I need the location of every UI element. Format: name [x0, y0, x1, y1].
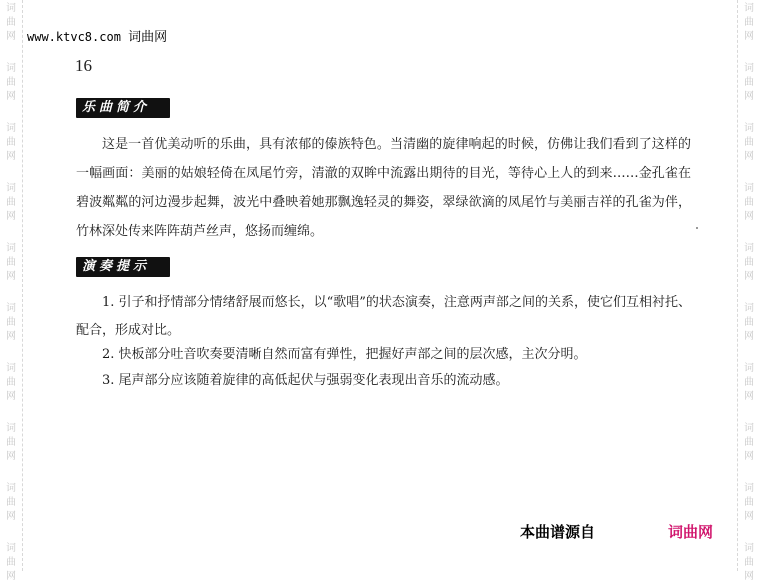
watermark-glyph: 曲	[744, 77, 754, 88]
watermark-glyph-block	[738, 122, 760, 164]
watermark-glyph: 曲	[6, 317, 16, 328]
watermark-glyph-block	[738, 242, 760, 284]
watermark-glyph-block	[0, 422, 22, 464]
watermark-glyph: 曲	[6, 257, 16, 268]
watermark-glyph: 网	[6, 271, 16, 282]
watermark-glyph-block	[738, 302, 760, 344]
watermark-glyph-block	[738, 362, 760, 404]
watermark-glyph-block	[0, 242, 22, 284]
watermark-glyph-block	[738, 182, 760, 224]
stray-dot	[696, 227, 698, 229]
watermark-glyph: 网	[744, 451, 754, 462]
watermark-glyph: 词	[744, 123, 754, 134]
watermark-glyph: 词	[744, 303, 754, 314]
watermark-glyph: 曲	[6, 557, 16, 568]
watermark-glyph: 曲	[744, 497, 754, 508]
watermark-glyph: 网	[6, 151, 16, 162]
watermark-glyph: 词	[6, 303, 16, 314]
watermark-glyph: 网	[744, 31, 754, 42]
watermark-glyph-block	[0, 362, 22, 404]
watermark-glyph: 曲	[744, 557, 754, 568]
performance-tip-3: 3. 尾声部分应该随着旋律的高低起伏与强弱变化表现出音乐的流动感。	[102, 373, 509, 388]
watermark-glyph: 曲	[6, 137, 16, 148]
intro-section-heading: 乐曲简介	[76, 98, 170, 118]
watermark-glyph-block	[0, 122, 22, 164]
watermark-glyph: 曲	[6, 197, 16, 208]
watermark-glyph: 词	[6, 243, 16, 254]
watermark-glyph: 词	[6, 123, 16, 134]
watermark-glyph: 词	[744, 63, 754, 74]
site-url-header	[27, 26, 167, 45]
performance-tip-1: 1. 引子和抒情部分情绪舒展而悠长，以“歌唱”的状态演奏，注意两声部之间的关系，使它们互相衬托、配合，形成对比。	[76, 295, 691, 338]
watermark-glyph: 网	[744, 511, 754, 522]
watermark-glyph: 曲	[744, 17, 754, 28]
watermark-glyph: 网	[6, 451, 16, 462]
watermark-glyph-block	[738, 422, 760, 464]
watermark-glyph: 词	[6, 3, 16, 14]
watermark-glyph-block	[0, 182, 22, 224]
watermark-glyph: 词	[6, 363, 16, 374]
right-watermark-strip	[737, 0, 760, 582]
watermark-glyph-block	[0, 542, 22, 584]
watermark-glyph: 网	[6, 571, 16, 582]
watermark-glyph: 词	[6, 483, 16, 494]
watermark-glyph: 词	[6, 63, 16, 74]
watermark-glyph: 网	[6, 211, 16, 222]
source-logo-link[interactable]: 词曲网	[668, 523, 714, 541]
watermark-glyph: 网	[744, 151, 754, 162]
watermark-glyph: 曲	[744, 377, 754, 388]
left-watermark-strip	[0, 0, 23, 582]
performance-tip-2: 2. 快板部分吐音吹奏要清晰自然而富有弹性，把握好声部之间的层次感，主次分明。	[102, 347, 587, 362]
watermark-glyph: 曲	[744, 137, 754, 148]
watermark-glyph: 网	[744, 211, 754, 222]
watermark-glyph: 网	[6, 331, 16, 342]
watermark-glyph: 词	[6, 543, 16, 554]
intro-paragraph: 这是一首优美动听的乐曲，具有浓郁的傣族特色。当清幽的旋律响起的时候，仿佛让我们看到了这样的一幅画面：美丽的姑娘轻倚在凤尾竹旁，清澈的双眸中流露出期待的目光，等待心上人的到来……金孔雀在碧波粼粼的河边漫步起舞，波光中叠映着她那飘逸轻灵的舞姿，翠绿欲滴的凤尾竹与美丽吉祥的孔雀为伴，竹林深处传来阵阵葫芦丝声，悠扬而缠绵。	[76, 137, 691, 239]
watermark-glyph: 网	[6, 91, 16, 102]
watermark-glyph: 词	[6, 423, 16, 434]
watermark-glyph: 网	[744, 571, 754, 582]
watermark-glyph-block	[738, 482, 760, 524]
watermark-glyph: 曲	[744, 257, 754, 268]
watermark-glyph: 曲	[744, 437, 754, 448]
watermark-glyph-block	[738, 2, 760, 44]
watermark-glyph: 曲	[6, 437, 16, 448]
watermark-glyph: 曲	[6, 17, 16, 28]
watermark-glyph: 网	[6, 391, 16, 402]
watermark-glyph: 词	[744, 183, 754, 194]
watermark-glyph: 网	[744, 91, 754, 102]
site-name-text: 词曲网	[128, 30, 168, 45]
watermark-glyph-block	[738, 542, 760, 584]
watermark-glyph: 词	[744, 423, 754, 434]
page-number: 16	[75, 56, 92, 75]
watermark-glyph: 曲	[6, 77, 16, 88]
watermark-glyph-block	[738, 62, 760, 104]
site-url-text: www.ktvc8.com	[27, 30, 121, 44]
watermark-glyph: 曲	[744, 317, 754, 328]
watermark-glyph: 词	[744, 363, 754, 374]
watermark-glyph-block	[0, 62, 22, 104]
watermark-glyph: 网	[6, 511, 16, 522]
watermark-glyph: 曲	[744, 197, 754, 208]
tips-section-heading: 演奏提示	[76, 257, 170, 277]
watermark-glyph: 网	[6, 31, 16, 42]
watermark-glyph: 网	[744, 331, 754, 342]
watermark-glyph-block	[0, 302, 22, 344]
watermark-glyph: 词	[744, 483, 754, 494]
watermark-glyph: 词	[744, 3, 754, 14]
watermark-glyph: 曲	[6, 377, 16, 388]
watermark-glyph: 词	[744, 543, 754, 554]
watermark-glyph: 网	[744, 391, 754, 402]
watermark-glyph: 曲	[6, 497, 16, 508]
watermark-glyph-block	[0, 482, 22, 524]
watermark-glyph: 词	[744, 243, 754, 254]
watermark-glyph: 词	[6, 183, 16, 194]
watermark-glyph-block	[0, 2, 22, 44]
watermark-glyph: 网	[744, 271, 754, 282]
source-credit-label: 本曲谱源自	[520, 523, 596, 541]
